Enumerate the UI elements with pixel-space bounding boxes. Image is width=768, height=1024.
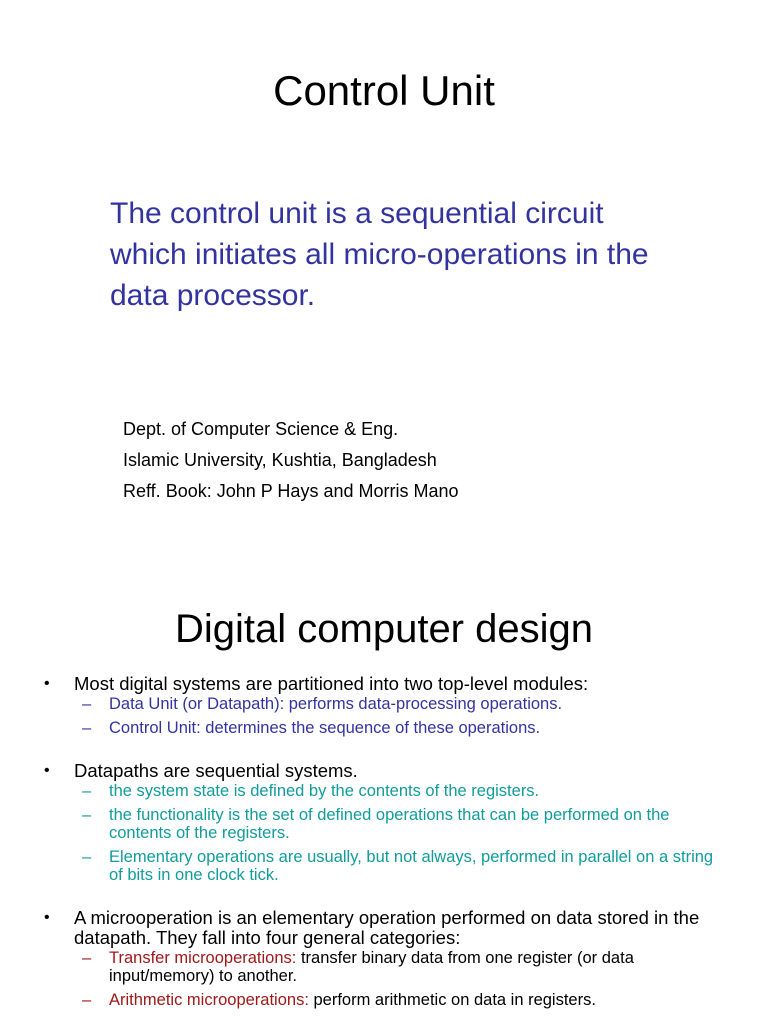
lead-text: The control unit is a sequential circuit which initiates all micro-operations in the data processor. bbox=[110, 197, 649, 312]
dash-glyph: – bbox=[82, 806, 92, 824]
bullet-item bbox=[0, 674, 734, 737]
sub-list bbox=[74, 695, 734, 737]
dash-glyph: – bbox=[82, 719, 92, 737]
bullet-list bbox=[0, 674, 768, 1024]
credit-reference-book: Reff. Book: John P Hays and Morris Mano bbox=[123, 481, 459, 501]
sub-item bbox=[74, 949, 729, 985]
sub-item bbox=[74, 695, 729, 713]
credits-list bbox=[123, 414, 459, 507]
bullet-glyph: • bbox=[44, 762, 50, 779]
sub-item bbox=[74, 719, 729, 737]
category-description: transfer binary data from one register (or data input/memory) to another. bbox=[109, 949, 634, 985]
credit-dept: Dept. of Computer Science & Eng. bbox=[123, 419, 399, 439]
bullet-text: Datapaths are sequential systems. bbox=[74, 760, 358, 781]
category-term: Transfer microoperations: bbox=[109, 949, 297, 967]
category-description: perform arithmetic on data in registers. bbox=[308, 991, 596, 1009]
sub-item bbox=[74, 782, 729, 800]
dash-glyph: – bbox=[82, 695, 92, 713]
dash-glyph: – bbox=[82, 848, 92, 866]
sub-text: the functionality is the set of defined operations that can be performed on the contents of the registers. bbox=[109, 806, 670, 842]
sub-text: Elementary operations are usually, but not always, performed in parallel on a string of bits in one clock tick. bbox=[109, 848, 714, 884]
bullet-item bbox=[0, 908, 734, 1009]
bullet-glyph: • bbox=[44, 909, 50, 926]
sub-list bbox=[74, 782, 734, 884]
dash-glyph: – bbox=[82, 949, 92, 967]
bullet-text: Most digital systems are partitioned into two top-level modules: bbox=[74, 673, 589, 694]
slide-title: Control Unit bbox=[273, 67, 495, 114]
credit-university: Islamic University, Kushtia, Bangladesh bbox=[123, 450, 437, 470]
dash-glyph: – bbox=[82, 782, 92, 800]
category-term: Arithmetic microoperations: bbox=[109, 991, 309, 1009]
bullet-text: A microoperation is an elementary operation performed on data stored in the datapath. They fall into four general categories: bbox=[74, 907, 700, 948]
sub-item bbox=[74, 806, 729, 842]
sub-list bbox=[74, 949, 734, 1009]
sub-text: Control Unit: determines the sequence of these operations. bbox=[109, 719, 541, 737]
slide-digital-computer-design bbox=[0, 576, 768, 1024]
bullet-glyph: • bbox=[44, 675, 50, 692]
sub-item bbox=[74, 848, 729, 884]
sub-item bbox=[74, 991, 729, 1009]
dash-glyph: – bbox=[82, 991, 92, 1009]
sub-text: the system state is defined by the contents of the registers. bbox=[109, 782, 540, 800]
bullet-item bbox=[0, 761, 734, 884]
sub-text: Data Unit (or Datapath): performs data-processing operations. bbox=[109, 695, 563, 713]
slide-title: Digital computer design bbox=[175, 607, 593, 651]
